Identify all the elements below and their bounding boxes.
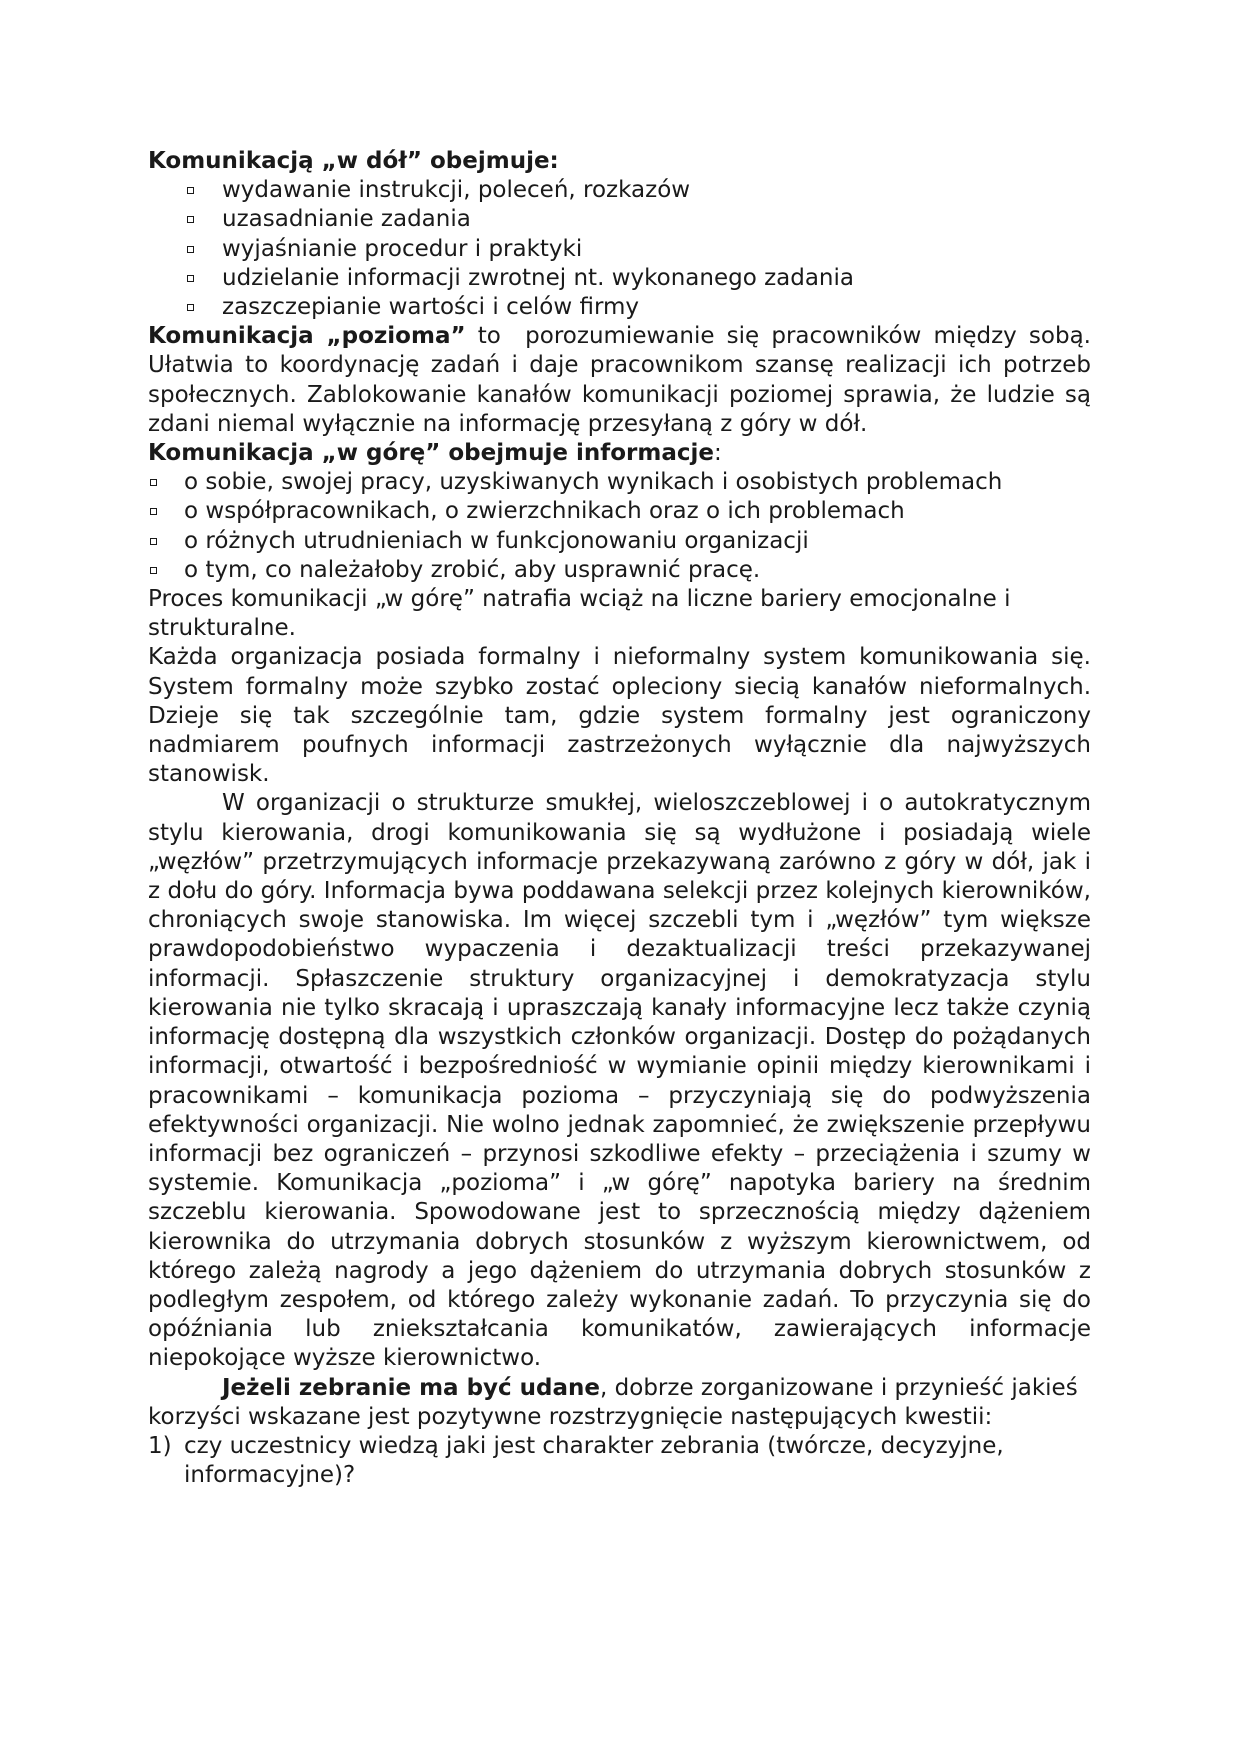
square-bullet-icon: [187, 246, 194, 253]
paragraph-organization-structure: W organizacji o strukturze smukłej, wieloszczeblowej i o autokratycznym stylu kierowania, drogi komunikowania się są wydłużone i posiadają wiele „węzłów” przetrzymujących informacje przekazywaną zarówno z góry w dół, jak i z dołu do góry. Informacja bywa poddawana selekcji przez kolejnych kierowników, chroniących swoje stanowiska. Im więcej szczebli tym i „węzłów” tym większe prawdopodobieństwo wypaczenia i dezaktualizacji treści przekazywanej informacji. Spłaszczenie struktury organizacyjnej i demokratyzacja stylu kierowania nie tylko skracają i upraszczają kanały informacyjne lecz także czynią informację dostępną dla wszystkich członków organizacji. Dostęp do pożądanych informacji, otwartość i bezpośredniość w wymianie opinii między kierownikami i pracownikami – komunikacja pozioma – przyczyniają się do podwyższenia efektywności organizacji. Nie wolno jednak zapomnieć, że zwiększenie przepływu informacji bez ograniczeń – przynosi szkodliwe efekty – przeciążenia i szumy w systemie. Komunikacja „pozioma” i „w górę” napotyka bariery na średnim szczeblu kierowania. Spowodowane jest to sprzecznością między dążeniem kierownika do utrzymania dobrych stosunków z wyższym kierownictwem, od którego zależą nagrody a jego dążeniem do utrzymania dobrych stosunków z podległym zespołem, od którego zależy wykonanie zadań. To przyczynia się do opóźniania lub zniekształcania komunikatów, zawierających informacje niepokojące wyższe kierownictwo.: [148, 790, 1091, 1372]
horizontal-communication-paragraph: [148, 322, 1099, 439]
horizontal-communication-term: Komunikacja „pozioma”: [148, 323, 466, 350]
meeting-term: Jeżeli zebranie ma być udane: [222, 1374, 601, 1401]
list-item: zaszczepianie wartości i celów firmy: [148, 293, 1091, 322]
list-item: o różnych utrudnieniach w funkcjonowaniu organizacji: [148, 527, 1091, 556]
list-item: 1) czy uczestnicy wiedzą jaki jest charakter zebrania (twórcze, decyzyjne, informacyjne)?: [148, 1432, 1004, 1489]
square-bullet-icon: [187, 275, 194, 282]
paragraph-upward-barriers: Proces komunikacji „w górę” natrafia wciąż na liczne bariery emocjonalne i strukturalne.: [148, 586, 1011, 642]
square-bullet-icon: [187, 216, 194, 223]
paragraph-formal-informal: Każda organizacja posiada formalny i nieformalny system komunikowania się. System formalny może szybko zostać opleciony siecią kanałów nieformalnych. Dzieje się tak szczególnie tam, gdzie system formalny jest ograniczony nadmiarem poufnych informacji zastrzeżonych wyłącznie dla najwyższych stanowisk.: [148, 644, 1091, 788]
list-item: wyjaśnianie procedur i praktyki: [148, 235, 1091, 264]
list-item: o sobie, swojej pracy, uzyskiwanych wynikach i osobistych problemach: [148, 468, 1091, 497]
list-item: wydawanie instrukcji, poleceń, rozkazów: [148, 176, 1091, 205]
square-bullet-icon: [150, 508, 157, 515]
square-bullet-icon: [150, 479, 157, 486]
downward-list: [148, 176, 1091, 322]
upward-list: [148, 468, 1091, 585]
square-bullet-icon: [150, 567, 157, 574]
list-number: 1): [148, 1432, 172, 1459]
document-page: [148, 147, 1099, 1490]
list-item: o tym, co należałoby zrobić, aby usprawnić pracę.: [148, 556, 1091, 585]
list-item: uzasadnianie zadania: [148, 205, 1091, 234]
horizontal-communication-text: to porozumiewanie się pracowników między sobą. Ułatwia to koordynację zadań i daje pracownikom szansę realizacji ich potrzeb społecznych. Zablokowanie kanałów komunikacji poziomej sprawia, że ludzie są zdani niemal wyłącznie na informację przesyłaną z góry w dół.: [148, 323, 1099, 437]
list-item: udzielanie informacji zwrotnej nt. wykonanego zadania: [148, 264, 1091, 293]
paragraph-meeting: Jeżeli zebranie ma być udane, dobrze zorganizowane i przynieść jakieś korzyści wskazane jest pozytywne rozstrzygnięcie następujących kwestii:: [148, 1374, 1078, 1430]
square-bullet-icon: [150, 538, 157, 545]
heading-communication-downward: Komunikacją „w dół” obejmuje:: [148, 148, 559, 174]
square-bullet-icon: [187, 187, 194, 194]
meeting-questions-list: [148, 1432, 1091, 1490]
heading-communication-upward: Komunikacja „w górę” obejmuje informacje:: [148, 440, 722, 467]
list-item: o współpracownikach, o zwierzchnikach oraz o ich problemach: [148, 497, 1091, 526]
square-bullet-icon: [187, 304, 194, 311]
